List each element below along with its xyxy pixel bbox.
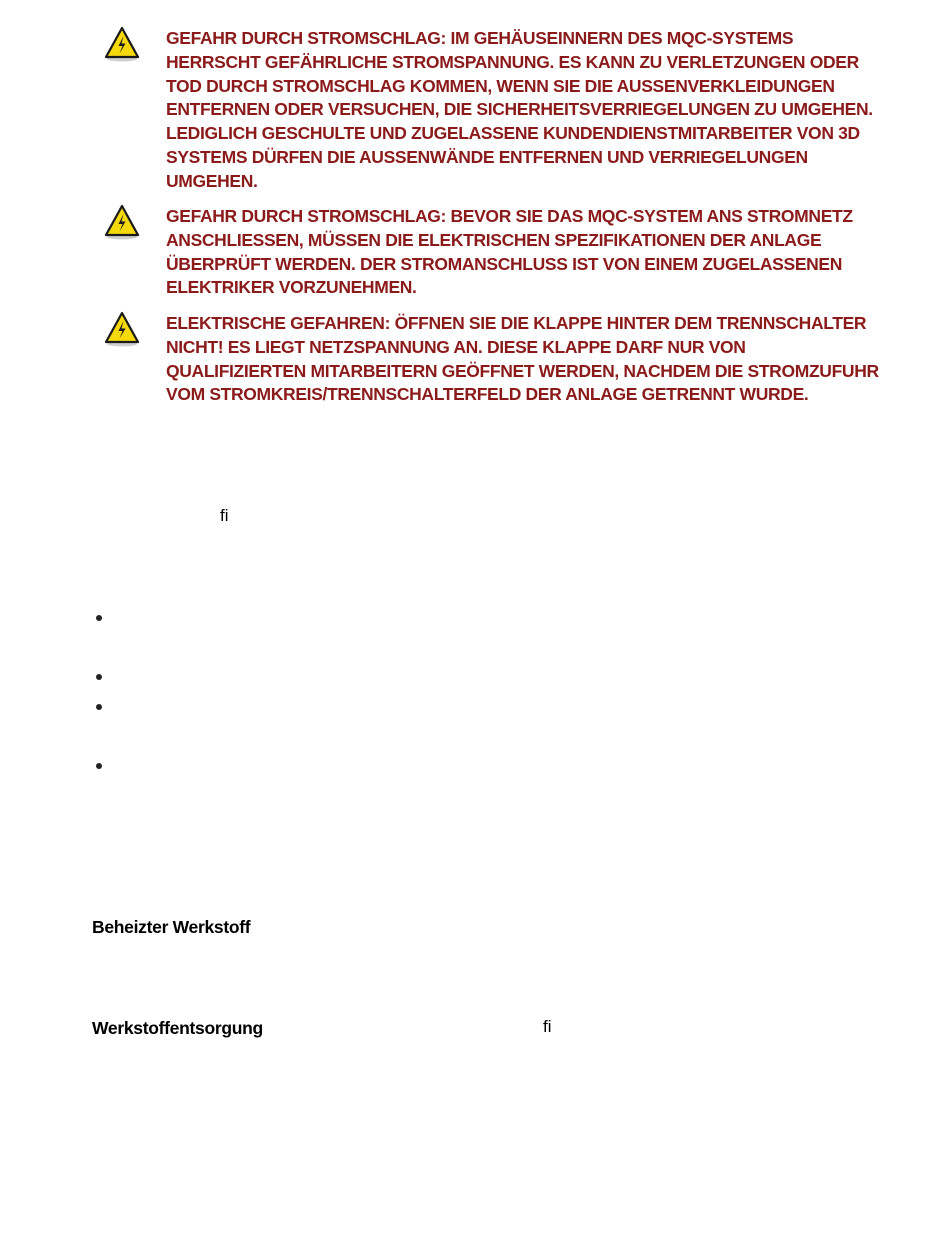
heading-heated-material: Beheizter Werkstoff: [92, 917, 251, 937]
list-bullet: [96, 704, 102, 710]
warning-text: GEFAHR DURCH STROMSCHLAG: IM GEHÄUSEINNERN DES MQC-SYSTEMS HERRSCHT GEFÄHRLICHE STROMSPANNUNG. ES KANN ZU VERLETZUNGEN ODER TOD DURCH STROMSCHLAG KOMMEN, WENN SIE DIE AUSSENVERKLEIDUNGEN ENTFERNEN ODER VERSUCHEN, DIE SICHERHEITSVERRIEGELUNGEN ZU UMGEHEN. LEDIGLICH GESCHULTE UND ZUGELASSENE KUNDENDIENSTMITARBEITER VON 3D SYSTEMS DÜRFEN DIE AUSSENWÄNDE ENTFERNEN UND VERRIEGELUNGEN UMGEHEN.: [166, 28, 873, 191]
warning-text: ELEKTRISCHE GEFAHREN: ÖFFNEN SIE DIE KLAPPE HINTER DEM TRENNSCHALTER NICHT! ES LIEGT NETZSPANNUNG AN. DIESE KLAPPE DARF NUR VON QUALIFIZIERTEN MITARBEITERN GEÖFFNET WERDEN, NACHDEM DIE STROMZUFUHR VOM STROMKREIS/TRENNSCHALTERFELD DER ANLAGE GETRENNT WURDE.: [166, 313, 879, 405]
high-voltage-warning-icon: [104, 26, 140, 62]
stray-ligature-glyph: ﬁ: [220, 506, 229, 525]
list-bullet: [96, 615, 102, 621]
heading-material-disposal: Werkstoffentsorgung: [92, 1018, 263, 1038]
list-bullet: [96, 763, 102, 769]
list-bullet: [96, 674, 102, 680]
stray-ligature-glyph: ﬁ: [543, 1017, 552, 1036]
high-voltage-warning-icon: [104, 204, 140, 240]
high-voltage-warning-icon: [104, 311, 140, 347]
warning-text: GEFAHR DURCH STROMSCHLAG: BEVOR SIE DAS MQC-SYSTEM ANS STROMNETZ ANSCHLIESSEN, MÜSSEN DIE ELEKTRISCHEN SPEZIFIKATIONEN DER ANLAGE ÜBERPRÜFT WERDEN. DER STROMANSCHLUSS IST VON EINEM ZUGELASSENEN ELEKTRIKER VORZUNEHMEN.: [166, 206, 853, 298]
